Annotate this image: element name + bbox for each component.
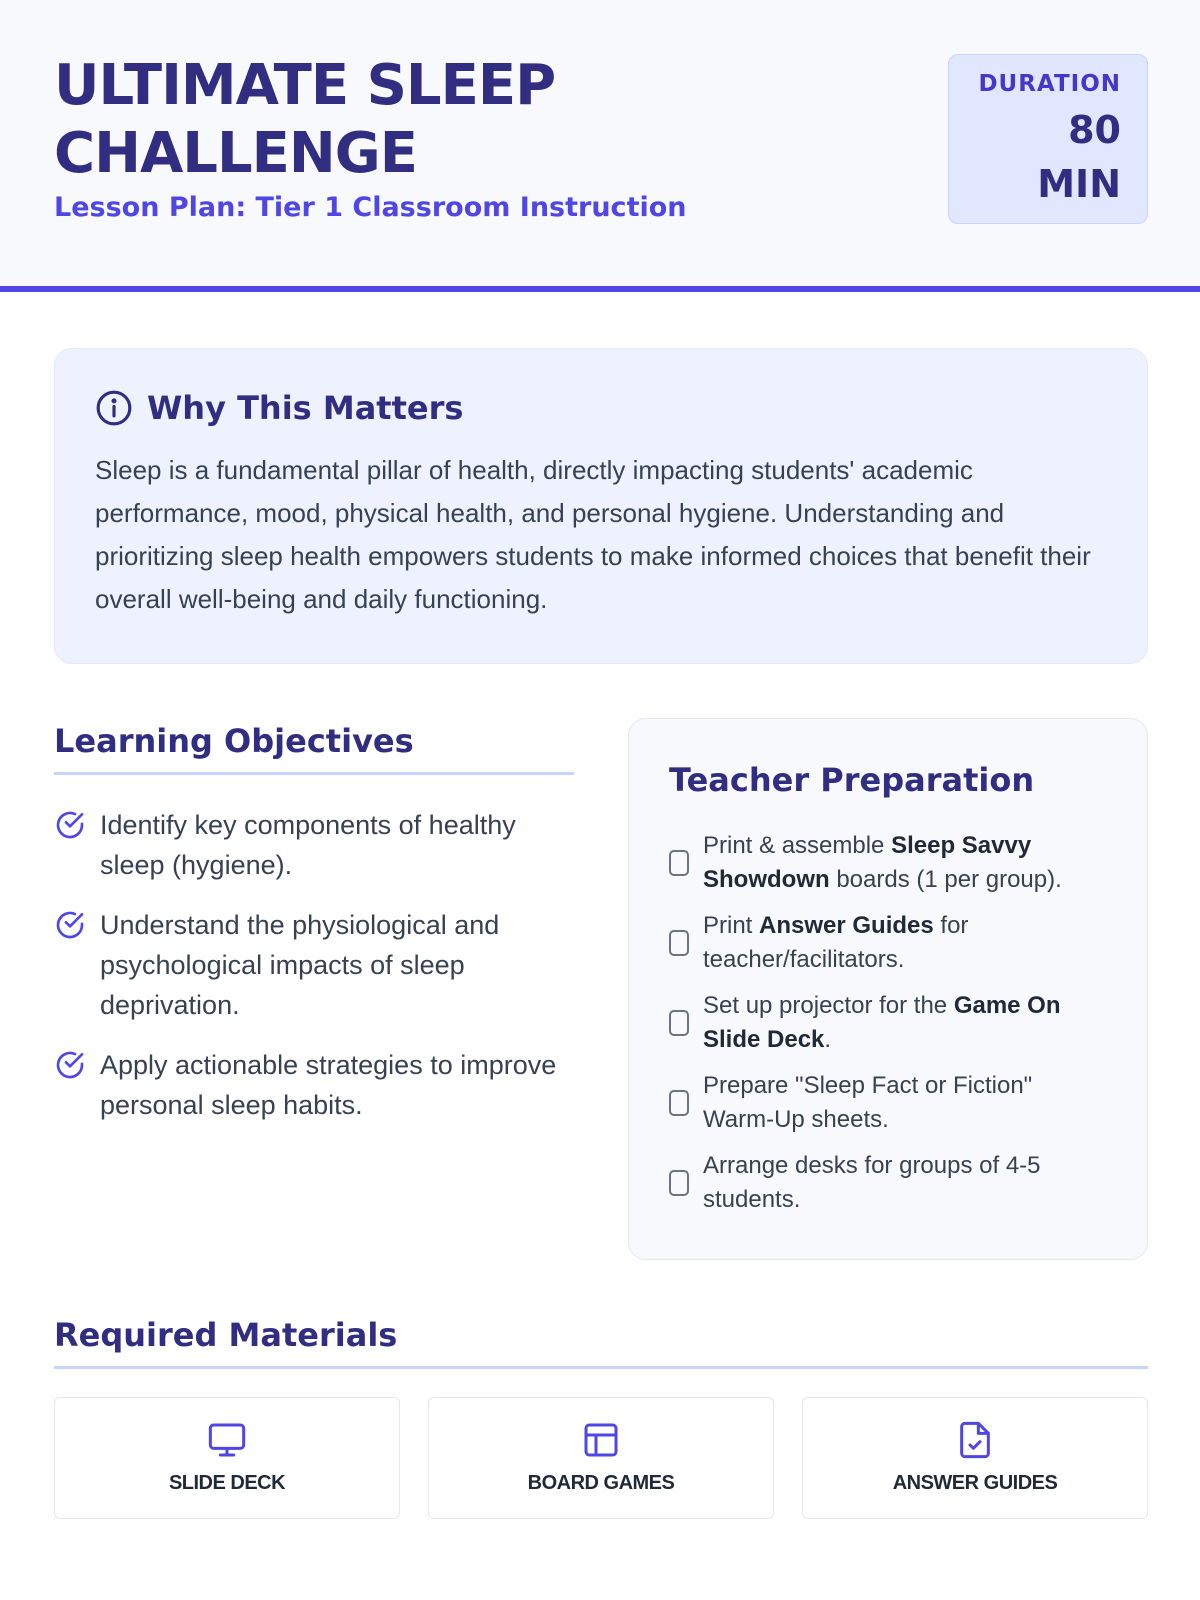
page-subtitle: Lesson Plan: Tier 1 Classroom Instruction [54,192,687,223]
why-body: Sleep is a fundamental pillar of health, directly impacting students' academic performance, mood, physical health, and personal hygiene. Understanding and prioritizing sleep health empowers students to make informed choices that benefit their overall well-being and daily functioning. [95,455,1091,614]
checkbox[interactable] [669,850,689,876]
monitor-icon [207,1420,247,1460]
objectives-title: Learning Objectives [54,722,574,775]
duration-badge [948,54,1148,224]
material-label: SLIDE DECK [168,1472,286,1494]
prep-item[interactable] [669,829,1109,897]
why-this-matters-panel [54,348,1148,664]
prep-item[interactable] [669,1149,1109,1217]
objective-text: Identify key components of healthy sleep (hygiene). [100,810,516,880]
materials-title: Required Materials [54,1316,1148,1369]
material-card-board-games[interactable] [428,1397,774,1519]
prep-item[interactable] [669,989,1109,1057]
duration-unit: MIN [1037,162,1121,206]
prep-text: Print Answer Guides for teacher/facilitators. [703,912,969,973]
prep-text: Set up projector for the Game On Slide Deck. [703,992,1061,1053]
duration-value: 80 [1068,108,1121,152]
objective-item [54,905,574,1025]
check-circle-icon [54,909,86,941]
layout-icon [581,1420,621,1460]
page-title: ULTIMATE SLEEP CHALLENGE [54,53,556,186]
learning-objectives [54,722,574,1145]
check-circle-icon [54,809,86,841]
material-card-answer-guides[interactable] [802,1397,1148,1519]
prep-title: Teacher Preparation [669,761,1035,799]
required-materials [54,1316,1148,1519]
checkbox[interactable] [669,1090,689,1116]
prep-item[interactable] [669,1069,1109,1137]
material-label: ANSWER GUIDES [892,1472,1058,1494]
duration-label: DURATION [978,71,1121,97]
prep-text: Arrange desks for groups of 4-5 students. [703,1152,1041,1213]
checkbox[interactable] [669,930,689,956]
info-icon [95,389,133,427]
material-label: BOARD GAMES [527,1472,675,1494]
file-check-icon [955,1420,995,1460]
teacher-preparation-panel [628,718,1148,1260]
objective-text: Apply actionable strategies to improve personal sleep habits. [100,1050,557,1120]
objective-text: Understand the physiological and psychological impacts of sleep deprivation. [100,910,500,1020]
page-header [0,0,1200,292]
prep-text: Prepare "Sleep Fact or Fiction" Warm-Up sheets. [703,1072,1033,1133]
objective-item [54,1045,574,1125]
objective-item [54,805,574,885]
prep-item[interactable] [669,909,1109,977]
why-title: Why This Matters [147,389,464,427]
checkbox[interactable] [669,1010,689,1036]
prep-text: Print & assemble Sleep Savvy Showdown boards (1 per group). [703,832,1062,893]
checkbox[interactable] [669,1170,689,1196]
material-card-slide-deck[interactable] [54,1397,400,1519]
check-circle-icon [54,1049,86,1081]
